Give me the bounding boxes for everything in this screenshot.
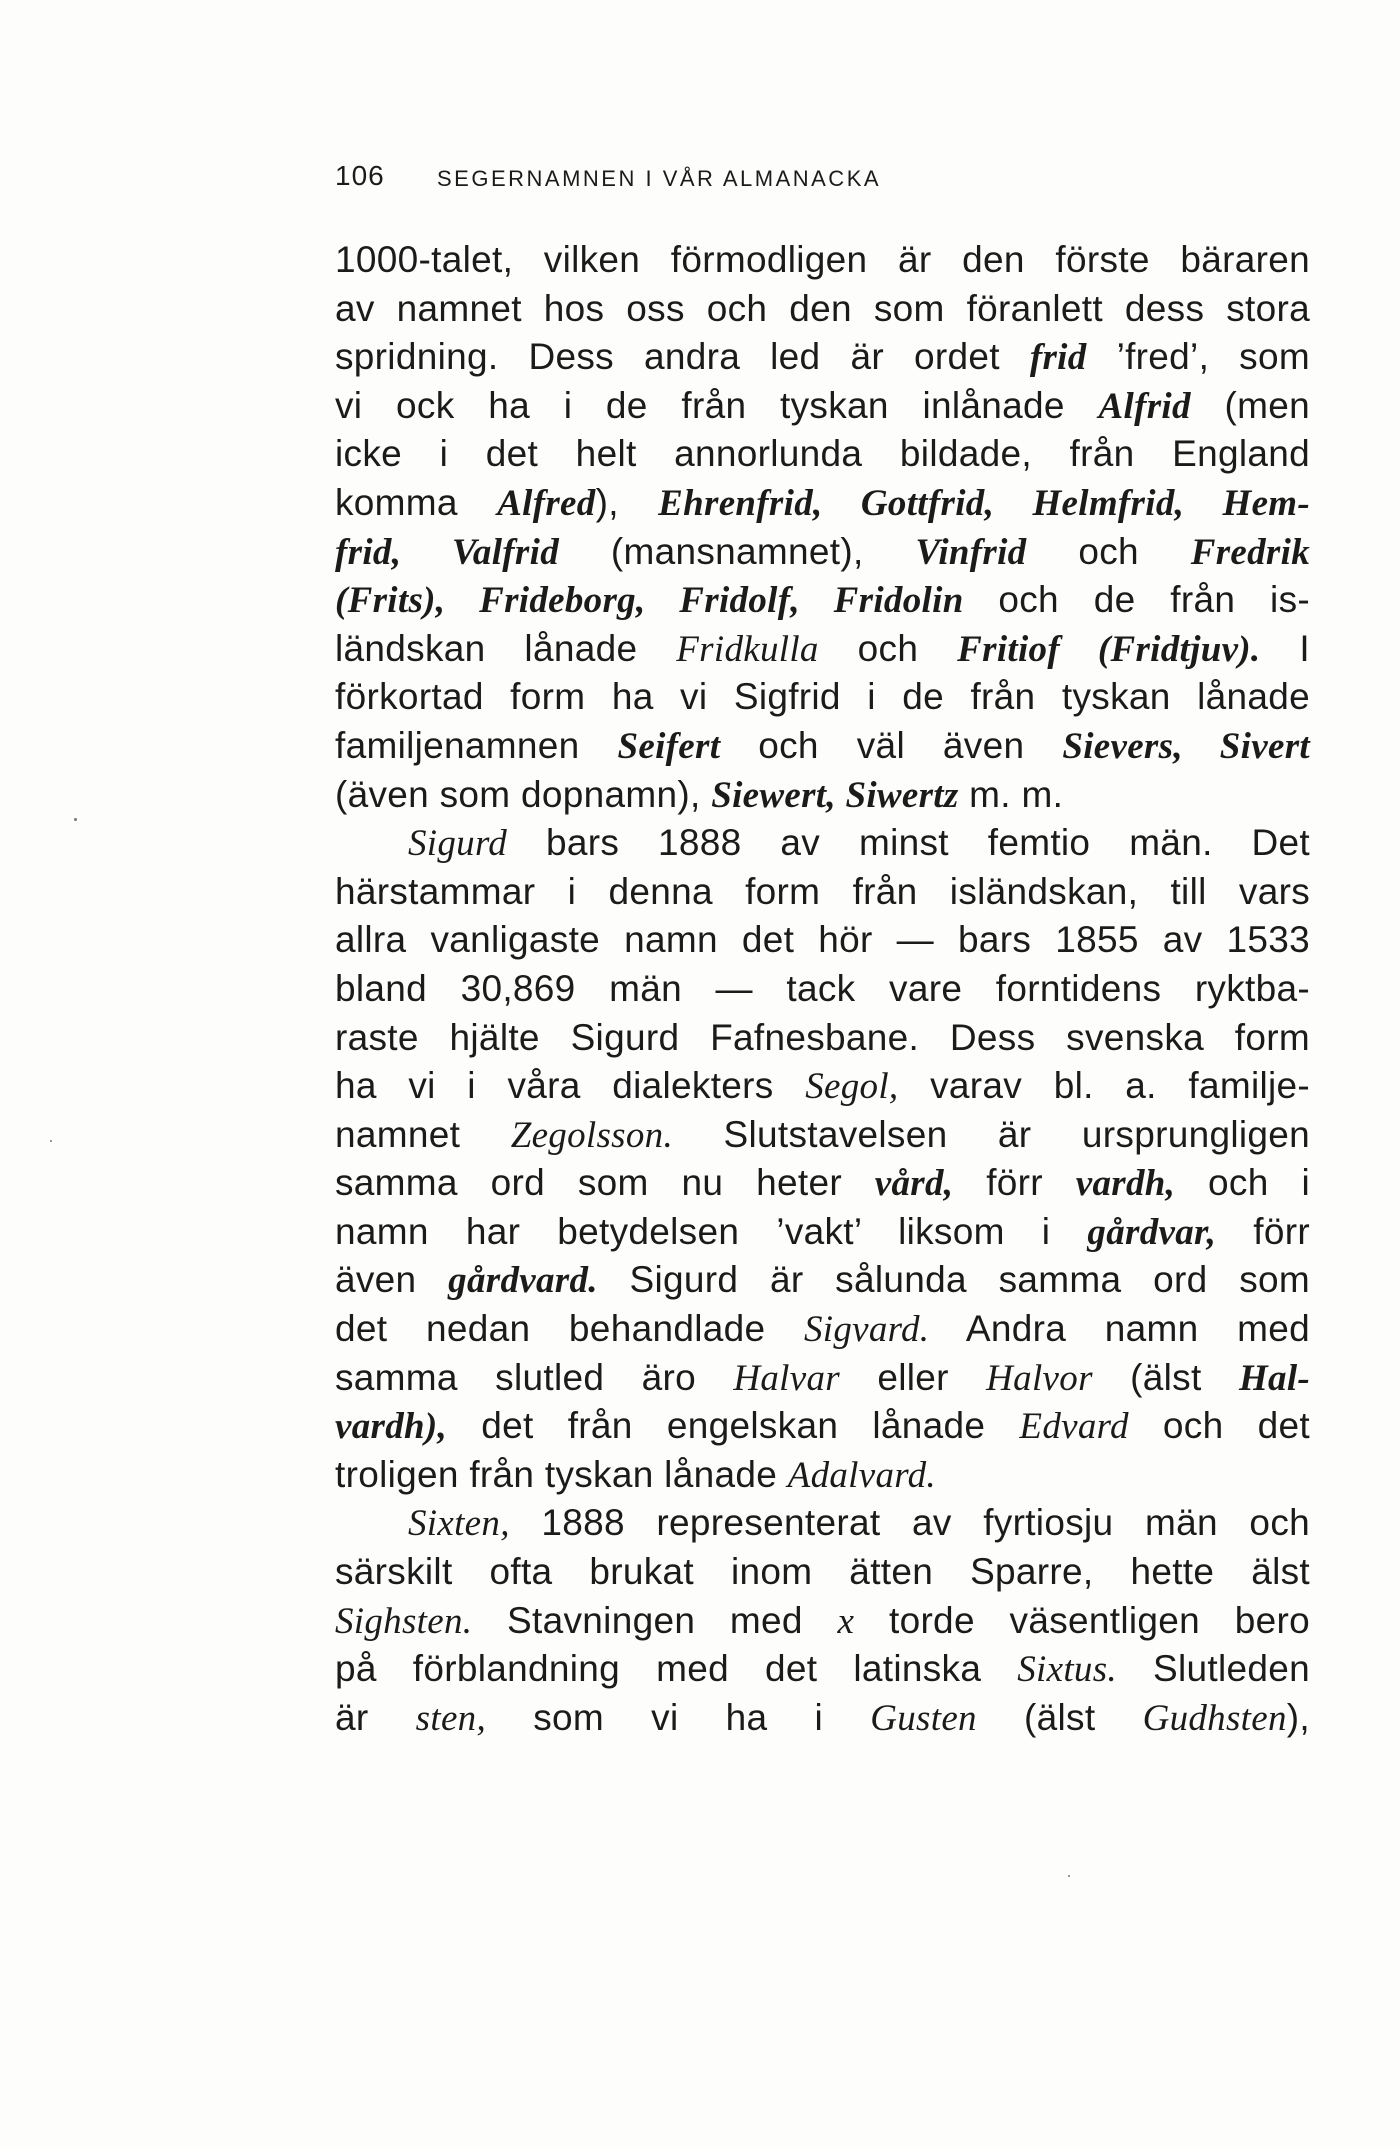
text-line [335, 1014, 1310, 1063]
italic-name: vardh, [1075, 1163, 1176, 1205]
text-line [335, 1645, 1310, 1694]
text-run: det nedan behandlade [335, 1308, 804, 1350]
text-line [335, 1548, 1310, 1597]
page-header [335, 160, 1310, 210]
text-run: Andra namn med [929, 1308, 1310, 1350]
text-run: bars 1888 av minst femtio män. Det [507, 822, 1310, 864]
text-line [335, 1208, 1310, 1257]
text-line [335, 1256, 1310, 1305]
italic-name: Sigvard. [803, 1309, 930, 1351]
text-line [335, 1062, 1310, 1111]
italic-name: Zegolsson. [510, 1114, 674, 1156]
text-run: varav bl. a. familje- [898, 1065, 1310, 1107]
text-run: ), [595, 481, 659, 523]
italic-name: gårdvard. [448, 1260, 598, 1302]
text-run: (älst [1092, 1356, 1239, 1398]
text-run: eller [839, 1356, 987, 1398]
italic-name: Sighsten. [335, 1600, 473, 1642]
text-line [335, 868, 1310, 917]
text-run: torde väsentligen bero [854, 1599, 1310, 1641]
text-line [335, 1159, 1310, 1208]
text-line [335, 1499, 1310, 1548]
italic-name: frid [1029, 337, 1087, 379]
text-run: (men [1190, 384, 1311, 426]
text-line [335, 430, 1310, 479]
text-run: förkortad form ha vi Sigfrid i de från tyskan lånade [335, 676, 1310, 718]
italic-name: Halvar [733, 1357, 840, 1399]
text-run: samma ord som nu heter [335, 1162, 875, 1204]
text-run: Slutstavelsen är ursprungligen [673, 1113, 1310, 1155]
paper-speck [1068, 1875, 1070, 1877]
text-run: Sigurd är sålunda samma ord som [597, 1259, 1310, 1301]
text-line [335, 965, 1310, 1014]
text-run: Slutleden [1116, 1648, 1310, 1690]
text-run: icke i det helt annorlunda bildade, från England [335, 433, 1310, 475]
italic-name: vardh), [335, 1406, 448, 1448]
text-run: även [335, 1259, 449, 1301]
text-run: är [335, 1696, 416, 1738]
text-run: familjenamnen [335, 724, 618, 766]
text-run: vi ock ha i de från tyskan inlånade [335, 384, 1099, 426]
text-line [335, 285, 1310, 334]
page-number: 106 [335, 160, 385, 191]
text-run: ländskan lånade [335, 627, 677, 669]
italic-name: vård, [874, 1163, 954, 1205]
text-run: på förblandning med det latinska [335, 1648, 1018, 1690]
italic-name: x [837, 1600, 855, 1642]
text-run: och det [1128, 1405, 1310, 1447]
italic-name: Sigurd [408, 823, 508, 865]
text-run: namn har betydelsen ’vakt’ liksom i [335, 1210, 1088, 1252]
text-run: och väl även [720, 724, 1063, 766]
italic-name: sten, [415, 1697, 487, 1739]
text-run: ), [1286, 1696, 1310, 1738]
text-run: Stavningen med [472, 1599, 838, 1641]
text-line [335, 819, 1310, 868]
text-run: 1888 representerat av fyrtiosju män och [509, 1502, 1310, 1544]
italic-name: Alfred [497, 482, 596, 524]
text-run: som vi ha i [486, 1696, 871, 1738]
text-run: bland 30,869 män — tack vare forntidens ryktba- [335, 967, 1310, 1009]
text-run: spridning. Dess andra led är ordet [335, 336, 1030, 378]
text-line [335, 333, 1310, 382]
text-line [335, 576, 1310, 625]
text-run: m. m. [958, 773, 1064, 815]
text-line [335, 916, 1310, 965]
paper-speck [50, 1140, 52, 1142]
text-run: ha vi i våra dialekters [335, 1065, 806, 1107]
text-line [335, 479, 1310, 528]
italic-name: Gusten [870, 1697, 977, 1739]
text-run: samma slutled äro [335, 1356, 734, 1398]
text-line [335, 236, 1310, 285]
italic-name: Fredrik [1190, 531, 1310, 573]
text-run: (mansnamnet), [559, 530, 916, 572]
italic-name: Sievers, Sivert [1062, 725, 1310, 767]
italic-name: Adalvard. [787, 1454, 936, 1496]
text-run: det från engelskan lånade [447, 1405, 1020, 1447]
italic-name: Seifert [617, 725, 721, 767]
italic-name: Edvard [1019, 1406, 1129, 1448]
italic-name: Vinfrid [915, 531, 1027, 573]
italic-name: Halvor [986, 1357, 1093, 1399]
text-run: och [1026, 530, 1191, 572]
text-line [335, 771, 1310, 820]
text-line [335, 528, 1310, 577]
italic-name: Fridkulla [676, 628, 819, 670]
text-line [335, 1354, 1310, 1403]
italic-name: Siewert, Siwertz [711, 774, 959, 816]
text-run: 1000-talet, vilken förmodligen är den förste bäraren [335, 239, 1310, 280]
text-run: förr [953, 1162, 1076, 1204]
text-run: särskilt ofta brukat inom ätten Sparre, hette älst [335, 1551, 1310, 1593]
text-line [335, 382, 1310, 431]
italic-name: (Frits), Frideborg, Fridolf, Fridolin [335, 580, 964, 622]
text-line [335, 1694, 1310, 1743]
text-run: och i [1175, 1162, 1310, 1204]
text-line [335, 1451, 1310, 1500]
text-run: (älst [976, 1696, 1143, 1738]
text-run: troligen från tyskan lånade [335, 1453, 788, 1495]
text-run: av namnet hos oss och den som föranlett dess stora [335, 287, 1310, 329]
italic-name: frid, Valfrid [335, 531, 560, 573]
italic-name: Alfrid [1098, 385, 1191, 427]
text-run: (även som dopnamn), [335, 773, 712, 815]
text-line [335, 625, 1310, 674]
running-head: SEGERNAMNEN I VÅR ALMANACKA [437, 166, 882, 191]
text-line [335, 673, 1310, 722]
text-run: och [818, 627, 958, 669]
text-run: komma [335, 481, 498, 523]
text-run: I [1260, 627, 1310, 669]
italic-name: gårdvar, [1087, 1211, 1217, 1253]
italic-name: Fritiof (Fridtjuv). [957, 628, 1261, 670]
text-run: förr [1216, 1210, 1311, 1252]
text-run: och de från is- [963, 579, 1310, 621]
italic-name: Hal- [1238, 1357, 1311, 1399]
italic-name: Gudhsten [1142, 1697, 1287, 1739]
text-run: ’fred’, som [1086, 336, 1310, 378]
paper-speck [74, 818, 77, 821]
text-run: allra vanligaste namn det hör — bars 1855 av 1533 [335, 919, 1310, 961]
text-run: härstammar i denna form från isländskan, till vars [335, 870, 1310, 912]
body-text [335, 236, 1310, 1742]
italic-name: Sixten, [408, 1503, 510, 1545]
italic-name: Sixtus. [1017, 1649, 1117, 1691]
text-line [335, 1111, 1310, 1160]
text-line [335, 722, 1310, 771]
italic-name: Ehrenfrid, Gottfrid, Helmfrid, Hem- [658, 482, 1311, 524]
text-line [335, 1305, 1310, 1354]
text-line [335, 1597, 1310, 1646]
text-run: raste hjälte Sigurd Fafnesbane. Dess svenska form [335, 1016, 1310, 1058]
italic-name: Segol, [805, 1066, 899, 1108]
text-line [335, 1402, 1310, 1451]
text-run: namnet [335, 1113, 511, 1155]
